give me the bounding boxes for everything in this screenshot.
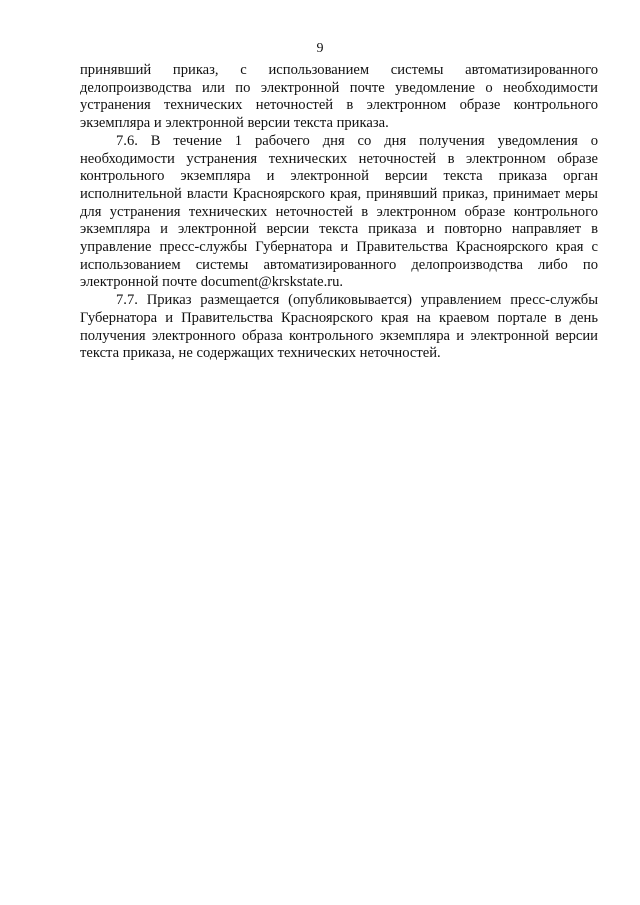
page-number: 9	[316, 41, 324, 56]
paragraph-7-7: 7.7. Приказ размещается (опубликовывается) управлением пресс-службы Губернатора и Правительства Красноярского края на краевом портале в день получения электронного образа контрольного экземпляра и электронной версии текста приказа, не содержащих технических неточностей.	[80, 292, 598, 362]
paragraph-7-6: 7.6. В течение 1 рабочего дня со дня получения уведомления о необходимости устранения технических неточностей в электронном образе контрольного экземпляра и электронной версии текста приказа орган исполнительной власти Красноярского края, принявший приказ, принимает меры для устранения технических неточностей в электронном образе контрольного экземпляра и электронной версии текста приказа и повторно направляет в управление пресс-службы Губернатора и Правительства Красноярского края с использованием системы автоматизированного делопроизводства либо по электронной почте document@krskstate.ru.	[80, 132, 598, 291]
document-body	[80, 62, 598, 363]
paragraph-continuation: принявший приказ, с использованием системы автоматизированного делопроизводства или по электронной почте уведомление о необходимости устранения технических неточностей в электронном образе контрольного экземпляра и электронной версии текста приказа.	[80, 62, 598, 132]
